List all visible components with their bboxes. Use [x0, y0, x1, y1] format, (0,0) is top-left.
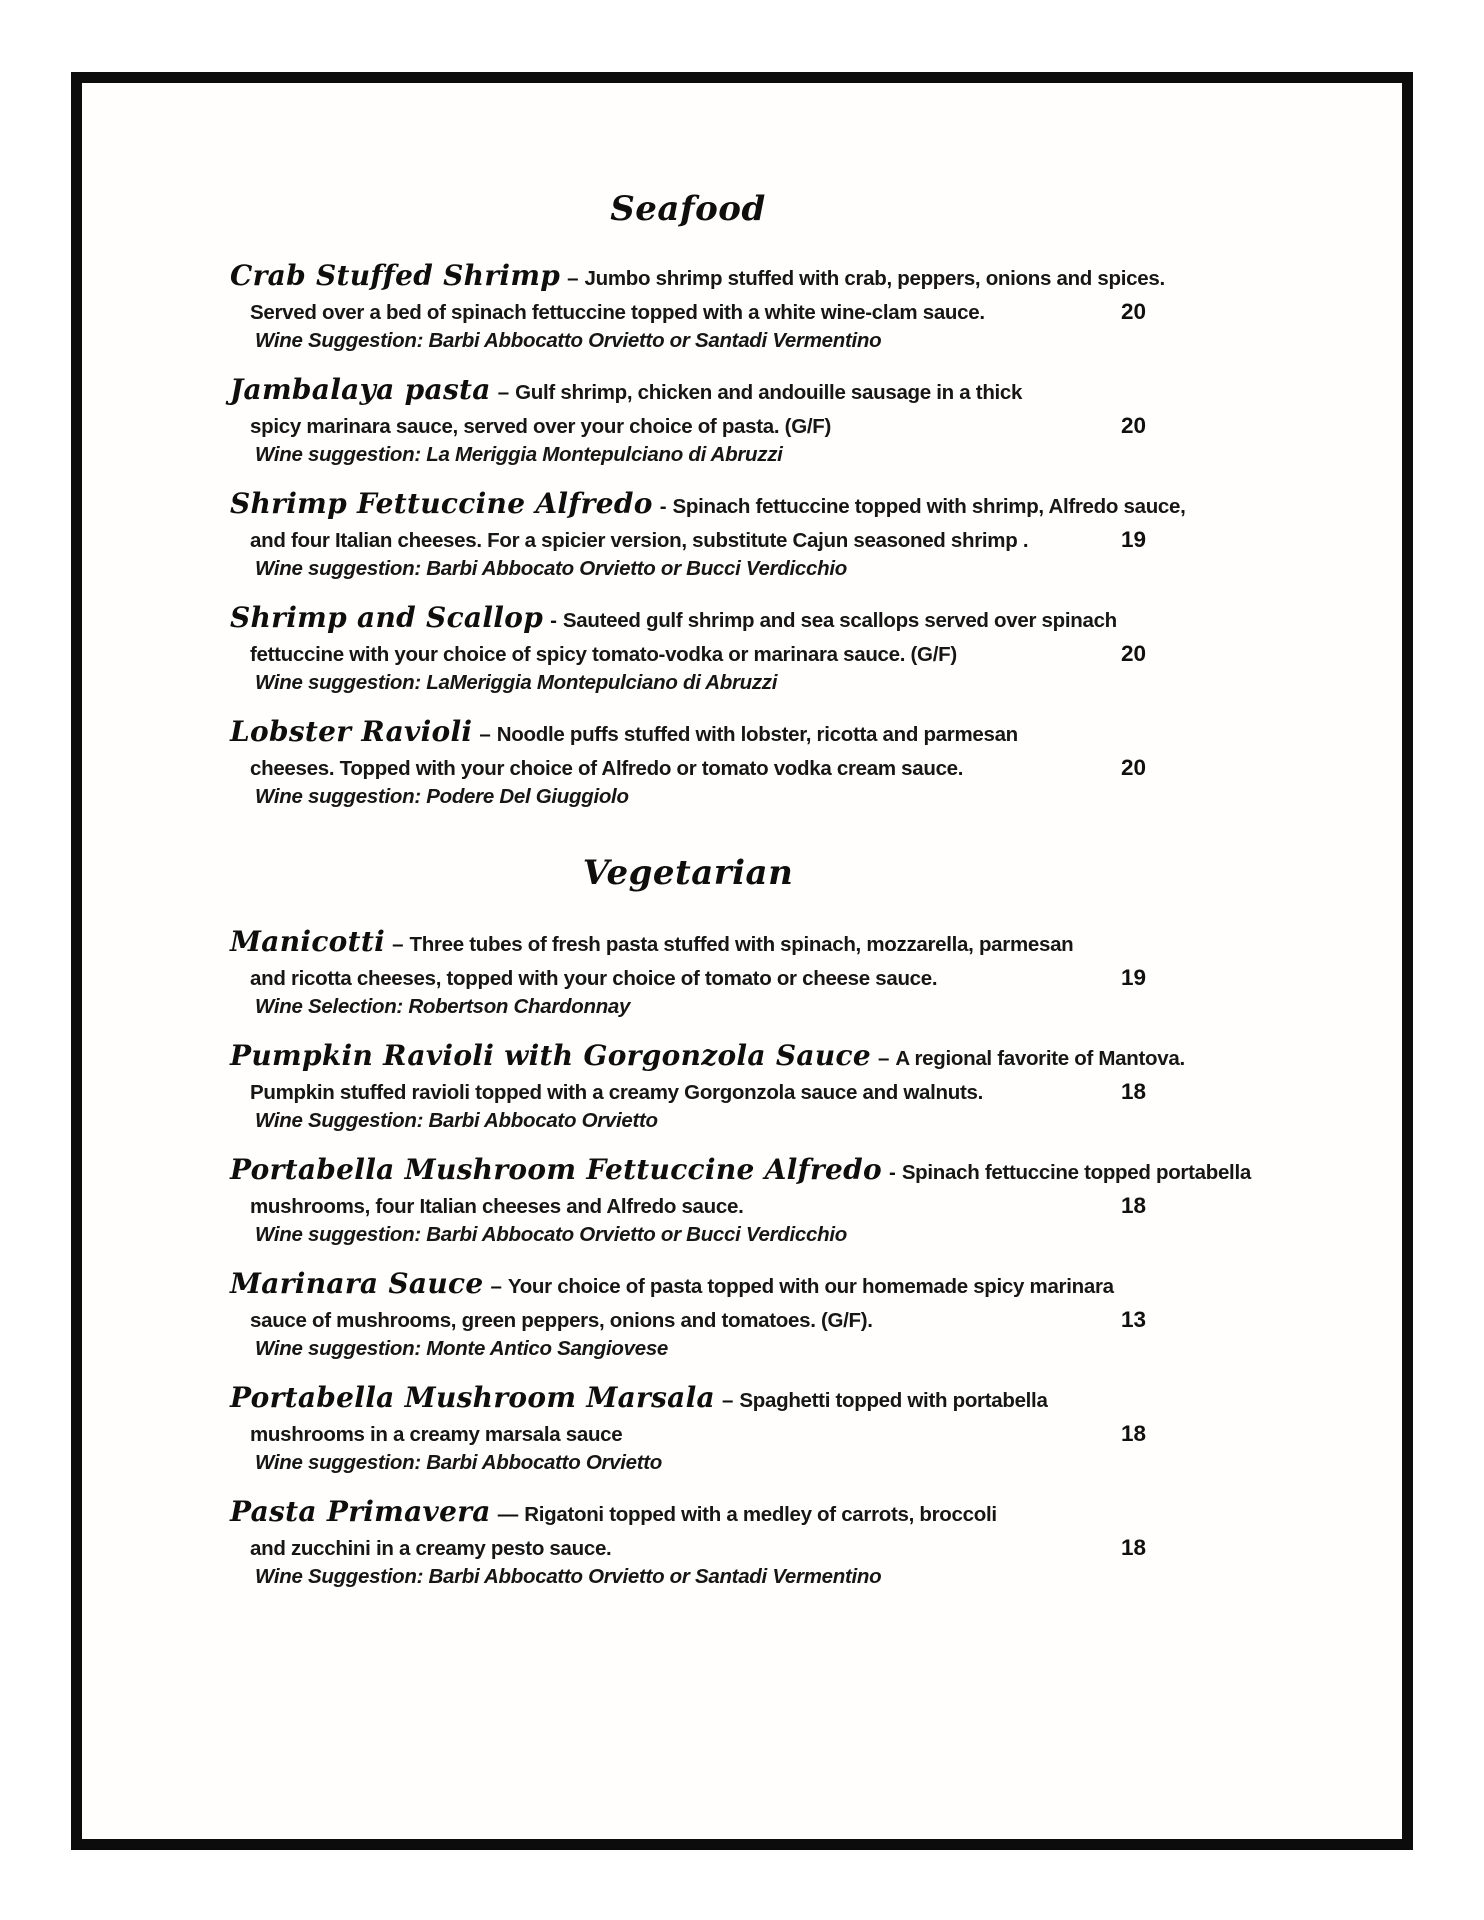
- section-title: Vegetarian: [582, 853, 794, 893]
- menu-item: [230, 373, 1146, 469]
- wine-suggestion: Wine suggestion: La Meriggia Montepulciano di Abruzzi: [255, 443, 783, 466]
- item-title-line: [230, 259, 1165, 298]
- menu-content: [230, 189, 1251, 1609]
- wine-suggestion: Wine suggestion: LaMeriggia Montepulciano di Abruzzi: [255, 671, 778, 694]
- item-separator: –: [479, 723, 491, 746]
- item-separator: –: [722, 1389, 734, 1412]
- item-price: 18: [1120, 1193, 1146, 1218]
- item-price: 19: [1120, 965, 1146, 990]
- item-description-line1: Three tubes of fresh pasta stuffed with spinach, mozzarella, parmesan: [409, 933, 1074, 956]
- item-description-line2: mushrooms, four Italian cheeses and Alfredo sauce.: [250, 1195, 744, 1218]
- menu-item: [230, 1267, 1146, 1363]
- menu-item: [230, 601, 1146, 697]
- wine-suggestion: Wine Suggestion: Barbi Abbocatto Orvietto or Santadi Vermentino: [255, 1565, 882, 1588]
- item-price: 20: [1120, 755, 1146, 780]
- item-separator: -: [550, 609, 557, 632]
- item-description-line1: Spinach fettuccine topped portabella: [901, 1161, 1251, 1184]
- item-title-line: [230, 1495, 1146, 1534]
- item-name: Crab Stuffed Shrimp: [230, 259, 561, 292]
- item-description-line2: mushrooms in a creamy marsala sauce: [250, 1423, 623, 1446]
- item-description-line: [230, 1192, 1146, 1221]
- section-title: Seafood: [610, 189, 766, 229]
- item-title-line: [230, 1153, 1251, 1192]
- wine-suggestion: Wine suggestion: Barbi Abbocato Orvietto or Bucci Verdicchio: [255, 557, 847, 580]
- item-name: Shrimp Fettuccine Alfredo: [230, 487, 653, 520]
- item-name: Shrimp and Scallop: [230, 601, 544, 634]
- menu-items: [230, 925, 1251, 1591]
- item-description-line1: Spinach fettuccine topped with shrimp, Alfredo sauce,: [672, 495, 1186, 518]
- menu-item: [230, 715, 1146, 811]
- item-separator: –: [567, 267, 579, 290]
- item-description-line2: and four Italian cheeses. For a spicier version, substitute Cajun seasoned shrimp .: [250, 529, 1029, 552]
- wine-suggestion: Wine Suggestion: Barbi Abbocato Orvietto: [255, 1109, 658, 1132]
- item-description-line2: fettuccine with your choice of spicy tomato-vodka or marinara sauce. (G/F): [250, 643, 957, 666]
- item-description-line: [230, 640, 1146, 669]
- menu-item: [230, 1381, 1146, 1477]
- wine-suggestion: Wine suggestion: Podere Del Giuggiolo: [255, 785, 629, 808]
- item-title-line: [230, 1039, 1185, 1078]
- item-price: 18: [1120, 1421, 1146, 1446]
- wine-suggestion: Wine suggestion: Barbi Abbocato Orvietto or Bucci Verdicchio: [255, 1223, 847, 1246]
- item-price: 20: [1120, 641, 1146, 666]
- item-description-line: [230, 298, 1146, 327]
- item-description-line2: spicy marinara sauce, served over your choice of pasta. (G/F): [250, 415, 831, 438]
- menu-section: [230, 853, 1251, 1591]
- item-price: 20: [1120, 413, 1146, 438]
- wine-suggestion: Wine Selection: Robertson Chardonnay: [255, 995, 631, 1018]
- item-price: 13: [1120, 1307, 1146, 1332]
- item-name: Lobster Ravioli: [230, 715, 473, 748]
- menu-item: [230, 925, 1146, 1021]
- item-description-line: [230, 1420, 1146, 1449]
- item-name: Portabella Mushroom Fettuccine Alfredo: [230, 1153, 882, 1186]
- item-name: Jambalaya pasta: [230, 373, 491, 406]
- item-description-line1: Rigatoni topped with a medley of carrots, broccoli: [524, 1503, 997, 1526]
- item-separator: –: [490, 1275, 502, 1298]
- item-description-line1: Sauteed gulf shrimp and sea scallops served over spinach: [562, 609, 1117, 632]
- item-name: Pumpkin Ravioli with Gorgonzola Sauce: [230, 1039, 871, 1072]
- item-price: 20: [1120, 299, 1146, 324]
- wine-suggestion: Wine suggestion: Barbi Abbocatto Orvietto: [255, 1451, 663, 1474]
- item-title-line: [230, 1381, 1146, 1420]
- item-description-line1: Spaghetti topped with portabella: [739, 1389, 1048, 1412]
- item-separator: –: [877, 1047, 890, 1070]
- item-description-line2: sauce of mushrooms, green peppers, onions and tomatoes. (G/F).: [250, 1309, 873, 1332]
- item-title-line: [230, 1267, 1146, 1306]
- wine-suggestion: Wine suggestion: Monte Antico Sangiovese: [255, 1337, 669, 1360]
- item-name: Portabella Mushroom Marsala: [230, 1381, 715, 1414]
- item-description-line2: cheeses. Topped with your choice of Alfredo or tomato vodka cream sauce.: [250, 757, 964, 780]
- item-separator: –: [392, 933, 404, 956]
- menu-item: [230, 487, 1186, 583]
- item-title-line: [230, 373, 1146, 412]
- menu-item: [230, 1039, 1185, 1135]
- item-description-line: [230, 964, 1146, 993]
- menu-item: [230, 1153, 1251, 1249]
- item-separator: -: [888, 1161, 896, 1184]
- item-description-line1: Noodle puffs stuffed with lobster, ricotta and parmesan: [496, 723, 1018, 746]
- wine-suggestion: Wine Suggestion: Barbi Abbocatto Orvietto or Santadi Vermentino: [255, 329, 882, 352]
- item-price: 19: [1120, 527, 1146, 552]
- item-description-line2: Pumpkin stuffed ravioli topped with a creamy Gorgonzola sauce and walnuts.: [250, 1081, 984, 1104]
- menu-section: [230, 189, 1186, 811]
- item-separator: —: [497, 1503, 519, 1526]
- menu-items: [230, 259, 1186, 811]
- item-description-line1: Gulf shrimp, chicken and andouille sausage in a thick: [515, 381, 1023, 404]
- page-frame: [71, 72, 1413, 1850]
- item-description-line: [230, 412, 1146, 441]
- item-title-line: [230, 487, 1186, 526]
- item-price: 18: [1120, 1535, 1146, 1560]
- item-description-line: [230, 754, 1146, 783]
- item-name: Manicotti: [230, 925, 386, 958]
- item-description-line1: Jumbo shrimp stuffed with crab, peppers, onions and spices.: [584, 267, 1165, 290]
- item-name: Marinara Sauce: [230, 1267, 484, 1300]
- item-description-line2: and ricotta cheeses, topped with your choice of tomato or cheese sauce.: [250, 967, 938, 990]
- item-description-line2: Served over a bed of spinach fettuccine topped with a white wine-clam sauce.: [250, 301, 985, 324]
- menu-item: [230, 259, 1165, 355]
- item-description-line1: A regional favorite of Mantova.: [895, 1047, 1185, 1070]
- item-description-line2: and zucchini in a creamy pesto sauce.: [250, 1537, 612, 1560]
- item-description-line: [230, 1306, 1146, 1335]
- item-separator: –: [497, 381, 510, 404]
- item-title-line: [230, 601, 1146, 640]
- item-description-line: [230, 1078, 1146, 1107]
- menu-item: [230, 1495, 1146, 1591]
- item-description-line: [230, 1534, 1146, 1563]
- item-title-line: [230, 715, 1146, 754]
- item-description-line1: Your choice of pasta topped with our homemade spicy marinara: [507, 1275, 1114, 1298]
- item-separator: -: [659, 495, 667, 518]
- item-title-line: [230, 925, 1146, 964]
- item-description-line: [230, 526, 1146, 555]
- item-name: Pasta Primavera: [230, 1495, 491, 1528]
- item-price: 18: [1120, 1079, 1146, 1104]
